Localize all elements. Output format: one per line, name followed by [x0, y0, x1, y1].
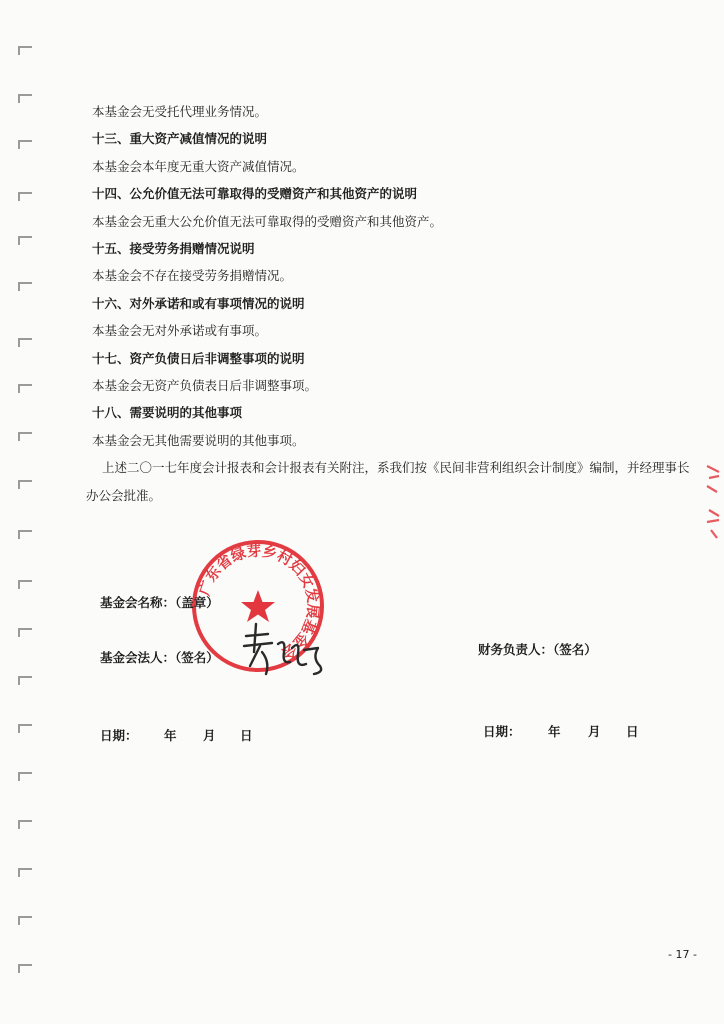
section-heading-17: 十七、资产负债日后非调整事项的说明 [92, 350, 305, 366]
finance-head-label: 财务负责人：（签名） [478, 642, 597, 657]
section-heading-14: 十四、公允价值无法可靠取得的受赠资产和其他资产的说明 [92, 186, 418, 202]
binding-mark [18, 282, 32, 284]
binding-mark [18, 772, 32, 774]
section-heading-18: 十八、需要说明的其他事项 [92, 405, 243, 421]
section-heading-15: 十五、接受劳务捐赠情况说明 [92, 241, 255, 257]
date-year-left: 年 [164, 728, 177, 743]
section-heading-13: 十三、重大资产减值情况的说明 [92, 131, 268, 147]
binding-mark [18, 530, 32, 532]
date-month-left: 月 [203, 728, 216, 743]
binding-mark [18, 480, 32, 482]
date-month-right: 月 [588, 724, 601, 739]
binding-mark [18, 868, 32, 870]
paging-seal-fragment [703, 462, 723, 552]
date-label-right: 日期： [483, 724, 521, 739]
date-day-left: 日 [240, 728, 253, 743]
body-line: 本基金会无受托代理业务情况。 [92, 104, 268, 119]
binding-mark [18, 46, 32, 48]
binding-mark [18, 964, 32, 966]
binding-mark [18, 236, 32, 238]
binding-mark [18, 338, 32, 340]
binding-mark [18, 916, 32, 918]
binding-mark [18, 580, 32, 582]
svg-text:广东省绿芽乡村妇女发展基金会: 广东省绿芽乡村妇女发展基金会 [197, 543, 321, 662]
date-day-right: 日 [626, 724, 639, 739]
binding-mark [18, 384, 32, 386]
binding-mark [18, 628, 32, 630]
page-number: - 17 - [668, 948, 697, 961]
date-label-left: 日期： [100, 728, 138, 743]
binding-mark [18, 724, 32, 726]
closing-statement-line2: 办公会批准。 [86, 487, 162, 503]
binding-mark [18, 192, 32, 194]
body-line: 本基金会无资产负债表日后非调整事项。 [92, 378, 318, 394]
binding-mark [18, 140, 32, 142]
handwritten-signature [238, 622, 330, 682]
body-line: 本基金会本年度无重大资产减值情况。 [92, 158, 305, 174]
body-line: 本基金会不存在接受劳务捐赠情况。 [92, 268, 293, 284]
notes-body [86, 98, 692, 509]
date-year-right: 年 [548, 724, 561, 739]
section-heading-16: 十六、对外承诺和或有事项情况的说明 [92, 295, 305, 311]
closing-statement-line1: 上述二〇一七年度会计报表和会计报表有关附注，系我们按《民间非营利组织会计制度》编制，并经理事长 [102, 460, 690, 476]
binding-mark [18, 820, 32, 822]
foundation-name-label: 基金会名称：（盖章） [100, 595, 219, 610]
binding-margin [0, 0, 46, 1024]
binding-mark [18, 432, 32, 434]
binding-mark [18, 94, 32, 96]
body-line: 本基金会无其他需要说明的其他事项。 [92, 432, 305, 448]
body-line: 本基金会无对外承诺或有事项。 [92, 323, 268, 339]
binding-mark [18, 676, 32, 678]
closing-statement [86, 454, 692, 509]
legal-rep-label: 基金会法人：（签名） [100, 650, 219, 665]
body-line: 本基金会无重大公允价值无法可靠取得的受赠资产和其他资产。 [92, 213, 443, 229]
